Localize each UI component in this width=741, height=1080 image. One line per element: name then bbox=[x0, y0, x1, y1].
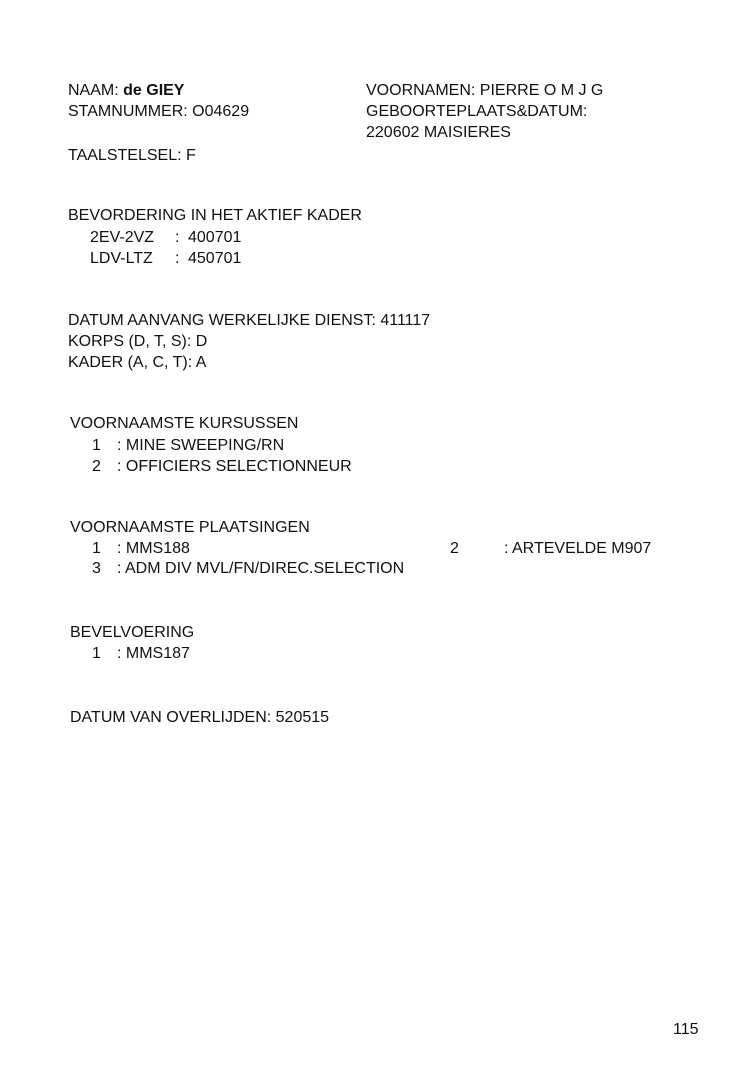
kursus-num-2: 2 bbox=[92, 458, 101, 475]
taalstelsel-line bbox=[68, 146, 196, 166]
plaatsing-text-1: : MMS188 bbox=[117, 540, 190, 557]
datum-overlijden: DATUM VAN OVERLIJDEN: 520515 bbox=[70, 709, 330, 726]
bevordering-sep-1: : bbox=[175, 229, 180, 246]
plaatsing-num-3: 3 bbox=[92, 560, 101, 577]
taalstelsel-value: F bbox=[185, 147, 196, 164]
voornamen-line bbox=[366, 81, 603, 101]
kader: KADER (A, C, T): A bbox=[68, 354, 207, 371]
voornamen-value: PIERRE O M J G bbox=[479, 82, 604, 99]
stamnummer-line bbox=[68, 102, 249, 122]
aanvang-dienst: DATUM AANVANG WERKELIJKE DIENST: 411117 bbox=[68, 312, 431, 329]
bevordering-rank-2: LDV-LTZ bbox=[90, 250, 153, 267]
bevordering-date-2: 450701 bbox=[188, 250, 242, 267]
naam-line bbox=[68, 81, 184, 101]
bevordering-rank-1: 2EV-2VZ bbox=[90, 229, 155, 246]
geboorte-label: GEBOORTEPLAATS&DATUM: bbox=[366, 103, 588, 120]
plaatsingen-title: VOORNAAMSTE PLAATSINGEN bbox=[70, 519, 310, 536]
plaatsing-text-2: : ARTEVELDE M907 bbox=[504, 540, 652, 557]
plaatsing-num-1: 1 bbox=[92, 540, 101, 557]
geboorte-value: 220602 MAISIERES bbox=[366, 124, 511, 141]
bevordering-title: BEVORDERING IN HET AKTIEF KADER bbox=[68, 207, 362, 224]
kursussen-title: VOORNAAMSTE KURSUSSEN bbox=[70, 415, 299, 432]
kursus-text-1: : MINE SWEEPING/RN bbox=[117, 437, 285, 454]
naam-value: de GIEY bbox=[123, 82, 185, 99]
bevelvoering-text-1: : MMS187 bbox=[117, 645, 190, 662]
taalstelsel-label: TAALSTELSEL: bbox=[68, 147, 182, 164]
voornamen-label: VOORNAMEN: bbox=[366, 82, 476, 99]
bevelvoering-title: BEVELVOERING bbox=[70, 624, 195, 641]
plaatsing-text-3: : ADM DIV MVL/FN/DIREC.SELECTION bbox=[117, 560, 405, 577]
stamnummer-label: STAMNUMMER: bbox=[68, 103, 188, 120]
page-number: 115 bbox=[673, 1021, 699, 1038]
stamnummer-value: O04629 bbox=[192, 103, 250, 120]
bevelvoering-num-1: 1 bbox=[92, 645, 101, 662]
bevordering-sep-2: : bbox=[175, 250, 180, 267]
kursus-text-2: : OFFICIERS SELECTIONNEUR bbox=[117, 458, 352, 475]
naam-label: NAAM: bbox=[68, 82, 119, 99]
korps: KORPS (D, T, S): D bbox=[68, 333, 208, 350]
bevordering-date-1: 400701 bbox=[188, 229, 242, 246]
plaatsing-num-2: 2 bbox=[450, 540, 459, 557]
kursus-num-1: 1 bbox=[92, 437, 101, 454]
